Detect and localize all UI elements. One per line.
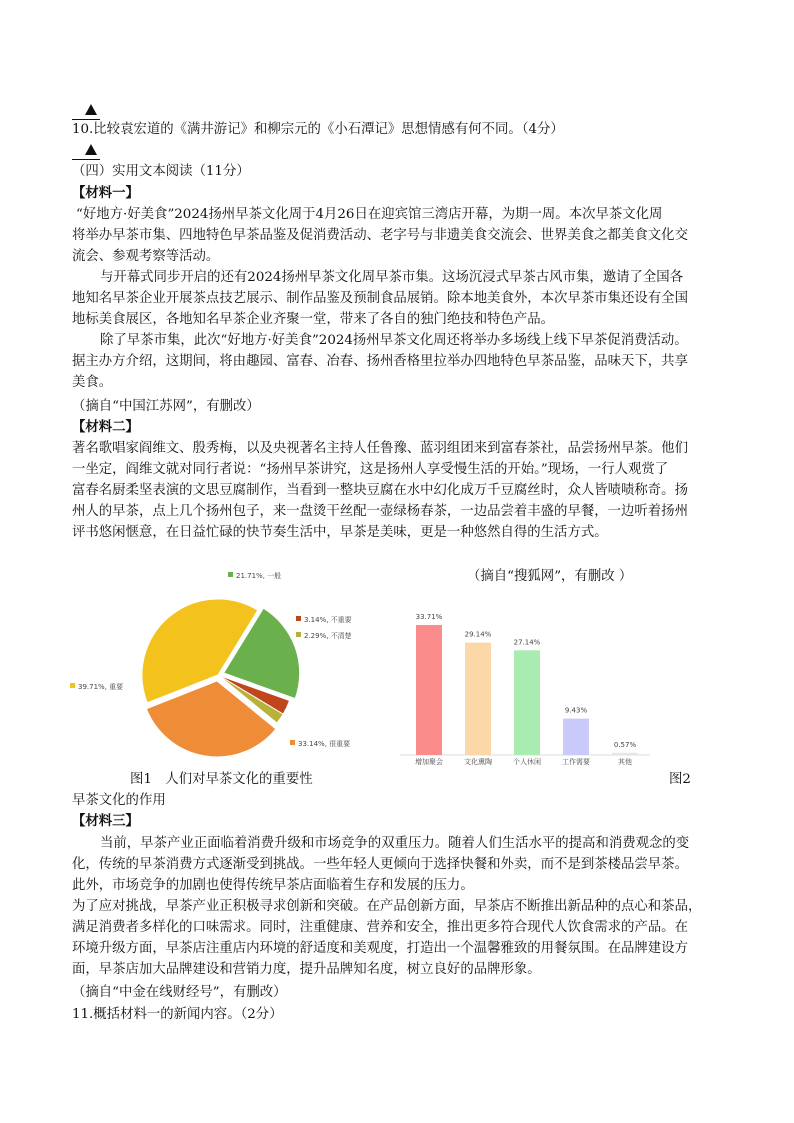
bar-value-label: 0.57% bbox=[613, 740, 637, 749]
figure2-caption-cont: 早茶文化的作用 bbox=[72, 793, 166, 808]
figure2-caption: 图2 bbox=[669, 772, 691, 787]
bar-category-label: 文化熏陶 bbox=[464, 758, 492, 766]
pie-label: 33.14%, 很重要 bbox=[298, 740, 351, 748]
figure1-caption: 图1 人们对早茶文化的重要性 bbox=[130, 772, 313, 787]
paragraph-line: 除了早茶市集，此次“好地方·好美食”2024扬州早茶文化周还将举办多场线上线下早茶促消费活动。 bbox=[100, 333, 688, 348]
material2-heading: 【材料二】 bbox=[72, 419, 139, 435]
paragraph-line: 当前，早茶产业正面临着消费升级和市场竞争的双重压力。随着人们生活水平的提高和消费观念的变 bbox=[100, 836, 690, 851]
bar-value-label: 29.14% bbox=[464, 630, 492, 639]
question-10: 10.比较袁宏道的《满井游记》和柳宗元的《小石潭记》思想情感有何不同。（4分） bbox=[72, 122, 564, 137]
answer-blank-mark[interactable] bbox=[72, 104, 100, 120]
source-note: （摘自“搜狐网”，有删改 ） bbox=[467, 569, 633, 584]
pie-label: 39.71%, 重要 bbox=[78, 683, 124, 691]
paragraph-line: 州人的早茶，点上几个扬州包子，来一盘烫干丝配一壶绿杨春茶，一边品尝着丰盛的早餐，一边听着扬州 bbox=[72, 504, 688, 519]
paragraph-line: 与开幕式同步开启的还有2024扬州早茶文化周早茶市集。这场沉浸式早茶古风市集，邀请了全国各 bbox=[100, 270, 684, 285]
paragraph-line: 美食。 bbox=[72, 375, 113, 390]
paragraph-line: “好地方·好美食”2024扬州早茶文化周于4月26日在迎宾馆三湾店开幕，为期一周。本次早茶文化周 bbox=[76, 207, 663, 222]
source-note: （摘自“中国江苏网”，有删改） bbox=[72, 399, 260, 414]
bar bbox=[514, 650, 540, 755]
paragraph-line: 化，传统的早茶消费方式逐渐受到挑战。一些年轻人更倾向于选择快餐和外卖，而不是到茶楼品尝早茶。 bbox=[72, 857, 688, 872]
answer-blank-mark[interactable] bbox=[72, 144, 100, 160]
paragraph-line: 环境升级方面，早茶店注重店内环境的舒适度和美观度，打造出一个温馨雅致的用餐氛围。在品牌建设方 bbox=[72, 941, 688, 956]
bar bbox=[563, 719, 589, 755]
bar-chart bbox=[400, 600, 660, 766]
paragraph-line: 面，早茶店加大品牌建设和营销力度，提升品牌知名度，树立良好的品牌形象。 bbox=[72, 962, 541, 977]
bar bbox=[416, 625, 442, 755]
paragraph-line: 地标美食展区，各地知名早茶企业齐聚一堂，带来了各自的独门绝技和特色产品。 bbox=[72, 312, 555, 327]
paragraph-line: 此外，市场竞争的加剧也使得传统早茶店面临着生存和发展的压力。 bbox=[72, 878, 474, 893]
section-heading: （四）实用文本阅读（11分） bbox=[72, 164, 250, 179]
bar bbox=[465, 643, 491, 755]
bar-value-label: 9.43% bbox=[564, 706, 588, 715]
legend-swatch bbox=[290, 740, 295, 745]
material1-heading: 【材料一】 bbox=[72, 185, 139, 201]
paragraph-line: 为了应对挑战，早茶产业正积极寻求创新和突破。在产品创新方面，早茶店不断推出新品种的点心和茶品， bbox=[72, 899, 702, 914]
legend-swatch bbox=[296, 616, 301, 621]
pie-label: 21.71%, 一般 bbox=[236, 572, 282, 580]
source-note: （摘自“中金在线财经号”，有删改） bbox=[72, 985, 287, 1000]
paragraph-line: 地知名早茶企业开展茶点技艺展示、制作品鉴及预制食品展销。除本地美食外，本次早茶市集还设有全国 bbox=[72, 291, 688, 306]
pie-label: 2.29%, 不清楚 bbox=[304, 632, 352, 640]
paragraph-line: 据主办方介绍，这期间，将由趣园、富春、冶春、扬州香格里拉举办四地特色早茶品鉴，品味天下，共享 bbox=[72, 354, 688, 369]
paragraph-line: 评书悠闲惬意，在日益忙碌的快节奏生活中，早茶是美味，更是一种悠然自得的生活方式。 bbox=[72, 525, 608, 540]
legend-swatch bbox=[70, 683, 75, 688]
legend-swatch bbox=[296, 632, 301, 637]
bar-category-label: 个人休闲 bbox=[513, 758, 541, 766]
question-11: 11.概括材料一的新闻内容。（2分） bbox=[72, 1007, 283, 1022]
paragraph-line: 著名歌唱家阎维文、殷秀梅，以及央视著名主持人任鲁豫、蓝羽组团来到富春茶社，品尝扬州早茶。他们 bbox=[72, 441, 688, 456]
bar-category-label: 工作需要 bbox=[562, 758, 590, 766]
paragraph-line: 流会、参观考察等活动。 bbox=[72, 249, 220, 264]
bar-value-label: 27.14% bbox=[513, 638, 541, 647]
pie-label: 3.14%, 不重要 bbox=[304, 616, 352, 624]
bar-category-label: 增加聚会 bbox=[415, 758, 443, 766]
paragraph-line: 满足消费者多样化的口味需求。同时，注重健康、营养和安全，推出更多符合现代人饮食需求的产品。在 bbox=[72, 920, 688, 935]
paragraph-line: 一坐定，阎维文就对同行者说：“扬州早茶讲究，这是扬州人享受慢生活的开始。”现场，一行人观赏了 bbox=[72, 462, 669, 477]
paragraph-line: 将举办早茶市集、四地特色早茶品鉴及促消费活动、老字号与非遗美食交流会、世界美食之都美食文化交 bbox=[72, 228, 688, 243]
bar bbox=[612, 753, 638, 755]
bar-category-label: 其他 bbox=[618, 758, 632, 766]
bar-value-label: 33.71% bbox=[415, 612, 443, 621]
legend-swatch bbox=[228, 572, 233, 577]
paragraph-line: 富春名厨柔坚表演的文思豆腐制作，当看到一整块豆腐在水中幻化成万千豆腐丝时，众人皆啧啧称奇。扬 bbox=[72, 483, 688, 498]
pie-chart bbox=[60, 560, 390, 770]
material3-heading: 【材料三】 bbox=[72, 813, 139, 829]
